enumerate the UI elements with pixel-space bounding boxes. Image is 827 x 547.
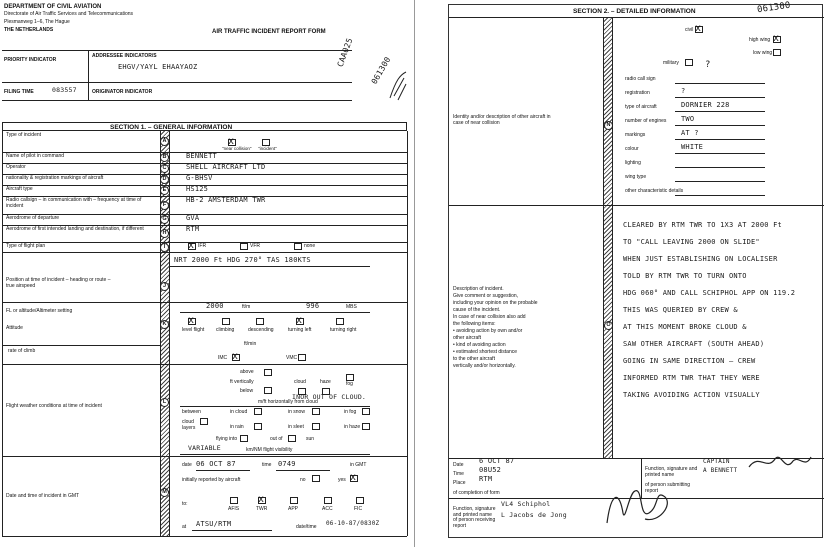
right-form-page [448,0,823,538]
func-label: Function, signature and printed name [645,466,698,478]
in-fog-checkbox[interactable] [362,408,370,415]
narrative-line: WHEN JUST ESTABLISHING ON LOCALISER [623,255,778,263]
value-engines-value: TWO [681,115,695,123]
civil-label: civil [685,27,694,33]
rate-label: rate of climb [8,348,36,354]
letter-o: O [604,321,613,330]
vmc-checkbox[interactable] [298,354,306,361]
stamp-top: CAA025 [335,36,355,69]
w-variable: VARIABLE [188,444,221,452]
q1: ? [705,60,711,70]
below-checkbox[interactable] [264,387,272,394]
in-sleet-checkbox[interactable] [312,423,320,430]
incident-checkbox[interactable] [262,139,270,146]
w-in-haze: in haze [344,424,361,430]
func-value: CAPTAIN [703,458,730,465]
row-label-i: Type of flight plan [6,243,46,249]
w-above: above [240,369,254,375]
level-flight-checkbox[interactable]: x [188,315,195,326]
w-in-rain: in rain [230,424,244,430]
desc-line: the following items: [453,321,496,327]
vfr-checkbox[interactable] [240,243,248,250]
desc-line: Give comment or suggestion, [453,293,519,299]
to-fic-checkbox[interactable] [356,497,364,504]
desc-line: • kind of avoiding action [453,342,506,348]
recv-name: L Jacobs de Jong [501,511,567,519]
date-value-l: 06 OCT 87 [196,460,236,468]
w-between: between [182,409,201,415]
military-checkbox[interactable] [685,59,693,66]
filing-time-value: 083557 [52,86,77,94]
imc-checkbox[interactable]: x [232,351,239,362]
value-type-value: DORNIER 228 [681,101,730,109]
letter-g: G [160,215,169,224]
vmc-label: VMC [286,355,298,361]
desc-line: In case of near collision also add [453,314,526,320]
to-afis-checkbox[interactable] [230,497,238,504]
letter-n: N [604,121,613,130]
desc-line: including your opinion on the probable [453,300,538,306]
originator-label: ORIGINATOR INDICATOR [92,89,153,95]
field-markings-label: markings [625,132,646,138]
in-snow-checkbox[interactable] [312,408,320,415]
w-below: below [240,388,254,394]
datetime-value: 06-10-87/0830Z [326,520,380,527]
rate-unit: ft/min [244,341,257,347]
field-colour-label: colour [625,146,639,152]
reported-by: initially reported by aircraft [182,477,241,483]
in-haze-checkbox[interactable] [362,423,370,430]
fog-checkbox[interactable] [346,374,354,381]
identity-label: Identity and/or description of other aircraft in case of near collision [453,114,551,126]
row-value-e: HS125 [186,185,209,193]
dept-title: DEPARTMENT OF CIVIL AVIATION [4,4,102,10]
to-twr-label: TWR [256,506,268,512]
rep-no: no [300,477,306,483]
w-in-snow: in snow [288,409,305,415]
date-label-l: Date and time of incident in GMT [6,493,80,499]
desc-line: cause of the incident. [453,307,501,313]
printed-name: A BENNETT [703,467,738,474]
ifr-label: IFR [198,243,207,249]
value-colour-value: WHITE [681,143,704,151]
narrative-line: TOLD BY RTM TWR TO TURN ONTO [623,272,747,280]
w-in-cloud: in cloud [230,409,248,415]
high-wing-checkbox[interactable]: x [773,33,780,44]
narrative-line: TO "CALL LEAVING 2000 ON SLIDE" [623,238,760,246]
right-stamp: 061300 [756,0,792,16]
time-label-l: time [262,462,272,468]
field-other-char: other characteristic details [625,188,684,194]
date-prefix: date [182,462,192,468]
receiver-signature [599,483,679,528]
date-label-r: Date [453,462,464,468]
letter-h: H [160,229,169,238]
section-1-title: SECTION 1. – GENERAL INFORMATION [110,124,233,131]
qnh-unit: MBS [346,304,357,310]
narrative-line: THIS WAS QUERIED BY CREW & [623,306,738,314]
row-value-b: BENNETT [186,152,217,160]
w-flying-into: flying into [216,436,238,442]
near-collision-checkbox[interactable]: x [228,136,235,147]
above-checkbox[interactable] [264,369,272,376]
w-note: INOR OUT OF CLOUD. [292,393,367,401]
stamp-top-2: 061300 [369,55,393,86]
row-label-g: Aerodrome of departure [6,215,60,221]
military-label: military [663,60,679,66]
letter-l: L [160,398,169,407]
narrative-line: INFORMED RTM TWR THAT THEY WERE [623,374,760,382]
in-cloud-checkbox[interactable] [254,408,262,415]
submitting-label: of person submitting report [645,482,691,494]
letter-c: C [160,164,169,173]
row-value-d: G-BHSV [186,174,213,182]
recv-func: VL4 Schiphol [501,500,551,508]
value-q2: ? [681,87,686,95]
directorate: Directorate of Air Traffic Services and Telecommunications [4,11,134,17]
letter-d: D [160,175,169,184]
weather-label: Flight weather conditions at time of incident [6,403,102,409]
narrative-line: SAW OTHER AIRCRAFT (SOUTH AHEAD) [623,340,765,348]
narrative-line: AT THIS MOMENT BROKE CLOUD & [623,323,747,331]
qnh-value: 996 [306,302,320,310]
fl-label: FL or altitude/Altimeter setting [6,308,73,314]
place-value: RTM [479,475,493,483]
row-label-h: Aerodrome of first intended landing and destination, if different [6,226,144,232]
country: THE NETHERLANDS [4,27,54,33]
form-title: AIR TRAFFIC INCIDENT REPORT FORM [212,29,326,35]
date-value-r: 6 OCT 87 [479,457,515,465]
addressee-label: ADDRESSEE INDICATOR/S [92,53,157,59]
datetime-label: date/time [296,524,317,530]
w-cloud: cloud [294,379,306,385]
in-rain-checkbox[interactable] [254,423,262,430]
layers-checkbox[interactable] [200,418,208,425]
to-label: to: [182,501,188,507]
section-2-hatch [603,18,613,458]
priority-label: PRIORITY INDICATOR [4,57,57,63]
recv-label: Function, signature and printed name of person receiving report [453,506,496,529]
narrative-line: CLEARED BY RTM TWR TO 1X3 AT 2000 Ft [623,221,782,229]
letter-e: E [160,186,169,195]
flying-into-checkbox[interactable] [240,435,248,442]
value-markings-value: AT ? [681,129,699,137]
to-acc-checkbox[interactable] [324,497,332,504]
to-twr-checkbox[interactable]: x [258,494,265,505]
desc-title: Description of incident. [453,286,504,292]
fl-unit: ft/m [242,304,251,310]
w-in-sleet: in sleet [288,424,304,430]
letter-m: M [160,488,169,497]
place-label: Place [453,480,466,486]
position-label: Position at time of incident – heading or route – true airspeed [6,277,111,289]
desc-line: • estimated shortest distance [453,349,518,355]
narrative-line: TAKING AVOIDING ACTION VISUALLY [623,391,760,399]
field-type-label: type of aircraft [625,104,657,110]
w-horiz: m/ft horizontally from cloud [258,399,318,405]
row-value-h: RTM [186,225,200,233]
field-wing-type: wing type [625,174,647,180]
letter-a: A [160,137,169,146]
field-radio-label: radio call sign [625,76,656,82]
near-collision-label: "near collision" [222,146,252,151]
letter-b: B [160,153,169,162]
attitude-opt-0: level flight [182,327,205,333]
row-label-a: Type of incident [6,132,42,138]
w-haze: haze [320,379,331,385]
w-in-fog: in fog [344,409,357,415]
row-label-d: nationality & registration markings of aircraft [6,175,104,181]
imc-label: IMC [218,355,228,361]
row-label-e: Aircraft type [6,186,33,192]
row-value-g: GVA [186,214,200,222]
row-value-c: SHELL AIRCRAFT LTD [186,163,266,171]
row-label-f: Radio callsign – in communication with – frequency at time of incident [6,197,142,209]
w-ft-vert: ft vertically [230,379,254,385]
ifr-checkbox[interactable]: x [188,240,195,251]
vfr-label: VFR [250,243,260,249]
at-label: at [182,524,187,530]
w-fog: fog [346,381,353,387]
reported-yes-checkbox[interactable]: x [350,472,357,483]
none-checkbox[interactable] [294,243,302,250]
completion-label: of completion of form [453,490,500,496]
time-value-r: 08U52 [479,466,502,474]
fl-value: 2000 [206,302,224,310]
section-2-title: SECTION 2. – DETAILED INFORMATION [573,8,696,15]
letter-i: I [160,243,169,252]
pilot-signature [745,449,815,479]
position-value: NRT 2000 Ft HDG 270° TAS 180KTS [174,256,311,264]
high-wing-label: high wing [749,37,771,43]
climbing-checkbox[interactable] [222,318,230,325]
addressee-value: EHGV/YAYL EHAAYAOZ [118,63,198,71]
filing-time-label: FILING TIME [4,89,34,95]
none-label: none [304,243,316,249]
field-lighting: lighting [625,160,641,166]
to-app-label: APP [288,506,299,512]
low-wing-checkbox[interactable] [773,49,781,56]
w-sun: sun [306,436,315,442]
desc-line: to the other aircraft [453,356,495,362]
row-label-b: Name of pilot in command [6,153,65,159]
w-vis: km/NM flight visibility [246,447,293,453]
letter-k: K [160,320,169,329]
to-fic-label: FIC [354,506,363,512]
row-value-f: HB-2 AMSTERDAM TWR [186,196,266,204]
address: Plesmanweg 1–6, The Hague [4,19,70,25]
turning-left-checkbox[interactable]: x [296,315,303,326]
field-engines-label: number of engines [625,118,667,124]
narrative-line: HDG 060° AND CALL SCHIPHOL APP ON 119.2 [623,289,796,297]
reported-no-checkbox[interactable] [312,475,320,482]
narrative-line: GOING IN SAME DIRECTION – CREW [623,357,756,365]
desc-line: vertically and/or horizontally. [453,363,516,369]
w-out-of: out of [270,436,283,442]
time-value-l: 0749 [278,460,296,468]
incident-label: "incident" [258,146,277,151]
attitude-opt-3: turning left [288,327,312,333]
to-acc-label: ACC [322,506,333,512]
time-label-r: Time [453,471,464,477]
descending-checkbox[interactable] [256,318,264,325]
to-afis-label: AFIS [228,506,240,512]
rep-yes: yes [338,477,346,483]
attitude-opt-1: climbing [216,327,235,333]
field-registration: registration [625,90,650,96]
to-app-checkbox[interactable] [290,497,298,504]
attitude-opt-2: descending [248,327,274,333]
civil-checkbox[interactable]: x [695,23,702,34]
low-wing-label: low wing [753,50,773,56]
turning-right-checkbox[interactable] [336,318,344,325]
attitude-label: Attitude [6,325,23,331]
letter-j: J [160,282,169,291]
row-label-c: Operator [6,164,26,170]
at-value: ATSU/RTM [196,520,232,528]
attitude-opt-4: turning right [330,327,357,333]
out-of-checkbox[interactable] [288,435,296,442]
handwritten-scribble [388,70,408,102]
in-gmt: in GMT [350,462,367,468]
desc-line: other aircraft [453,335,482,341]
w-layers: cloud layers [182,419,196,431]
letter-f: F [160,201,169,210]
desc-line: • avoiding action by own and/or [453,328,523,334]
